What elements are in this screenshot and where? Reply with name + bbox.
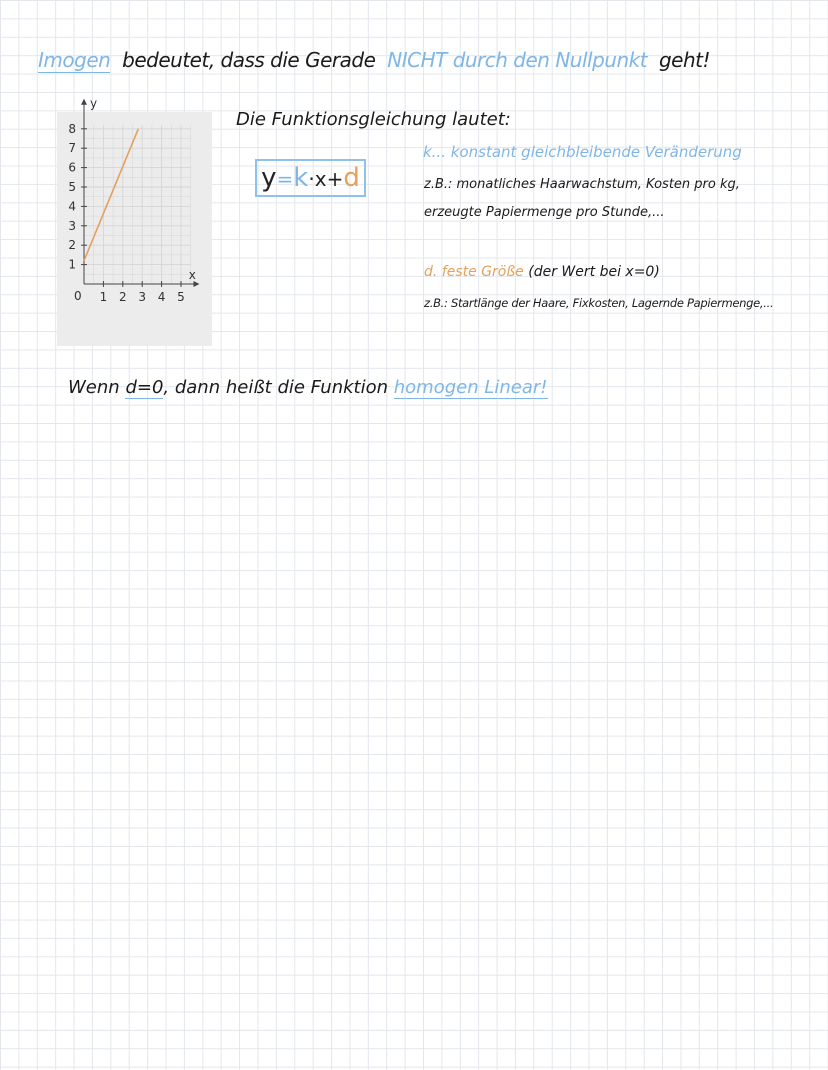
homogen-prefix: Wenn	[68, 377, 120, 398]
homogen-middle: , dann heißt die Funktion	[163, 377, 389, 398]
function-title: Die Funktionsgleichung lautet:	[236, 109, 511, 130]
y-tick-label: 5	[68, 180, 76, 194]
graph-grid	[84, 125, 191, 284]
k-example-2: erzeugte Papiermenge pro Stunde,...	[424, 205, 665, 220]
x-tick-label: 4	[157, 290, 166, 304]
y-tick-label: 1	[68, 257, 76, 272]
graph-panel	[57, 96, 212, 346]
heading-line	[38, 48, 716, 72]
linear-graph	[57, 96, 212, 346]
d-term: d.	[424, 264, 438, 280]
heading-highlight: NICHT durch den Nullpunkt	[387, 48, 648, 72]
formula-x: x	[314, 167, 327, 191]
graph-ticks	[68, 122, 184, 304]
d-term-desc: feste Größe	[441, 264, 524, 280]
formula-k: k	[293, 163, 309, 193]
k-definition: k... konstant gleichbleibende Veränderung	[423, 143, 742, 161]
formula-dot: ·	[308, 167, 315, 191]
y-tick-label: 4	[68, 199, 76, 214]
formula-box	[255, 159, 366, 197]
formula-plus: +	[326, 167, 344, 191]
graph-axes	[81, 96, 199, 287]
y-tick-label: 6	[68, 160, 76, 175]
heading-text: bedeutet, dass die Gerade	[122, 48, 376, 72]
origin-label: 0	[74, 289, 82, 303]
homogen-condition: d=0	[125, 377, 164, 398]
d-definition	[424, 264, 660, 280]
formula-d: d	[343, 163, 360, 193]
homogen-statement	[68, 377, 548, 398]
y-tick-label: 8	[68, 121, 76, 136]
x-tick-label: 3	[138, 290, 147, 304]
x-axis-label: x	[188, 268, 196, 282]
formula-y: y	[261, 163, 277, 193]
formula-equals: =	[276, 167, 294, 191]
y-axis-label: y	[90, 96, 98, 111]
k-example-1: z.B.: monatliches Haarwachstum, Kosten pro kg,	[424, 177, 740, 192]
x-tick-label: 2	[118, 290, 127, 304]
x-tick-label: 5	[177, 290, 185, 304]
homogen-term: homogen Linear!	[393, 377, 548, 398]
y-axis-arrow	[81, 99, 87, 105]
y-tick-label: 2	[68, 238, 76, 253]
y-tick-label: 7	[68, 141, 76, 156]
d-example-1: z.B.: Startlänge der Haare, Fixkosten, Lagernde Papiermenge,...	[424, 296, 774, 310]
x-tick-label: 1	[99, 290, 108, 304]
d-note: (der Wert bei x=0)	[528, 264, 660, 280]
heading-word-imogen: Imogen	[38, 48, 111, 72]
y-tick-label: 3	[68, 218, 76, 233]
heading-ending: geht!	[658, 48, 710, 72]
